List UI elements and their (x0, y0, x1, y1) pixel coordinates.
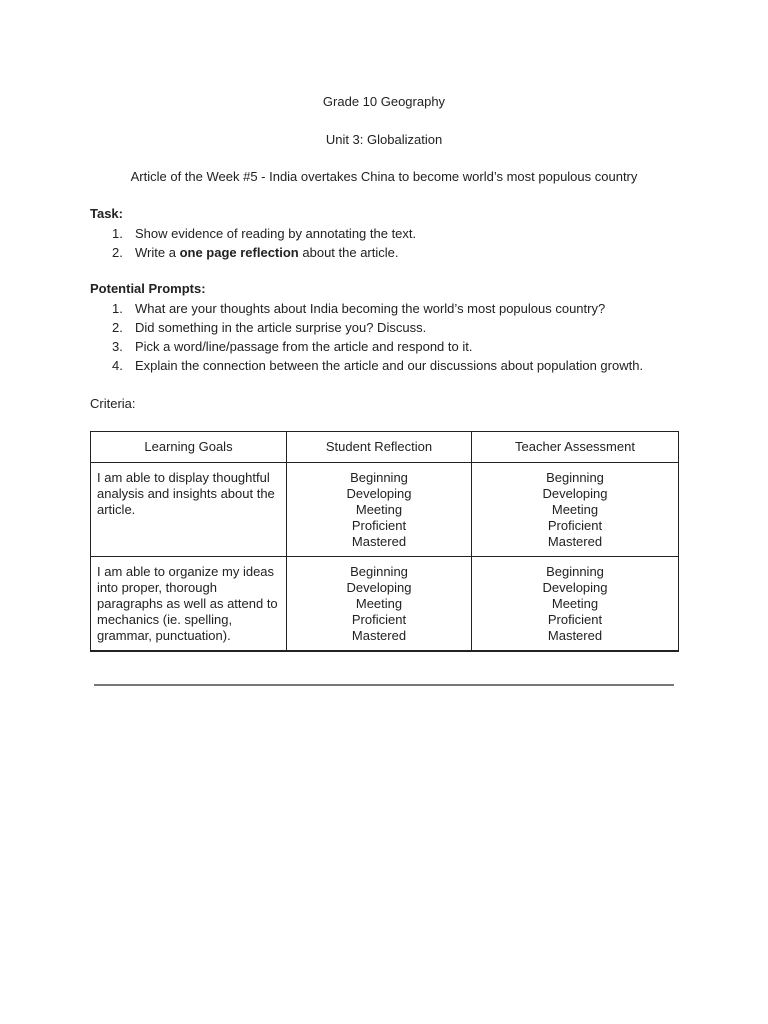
level-developing: Developing (542, 486, 608, 501)
teacher-assessment-levels (471, 557, 678, 652)
task-item (90, 243, 710, 262)
learning-goal-cell: I am able to display thoughtful analysis and insights about the article. (91, 463, 287, 557)
level-proficient: Proficient (351, 612, 407, 627)
task-item (90, 224, 710, 243)
prompt-item-text: Pick a word/line/passage from the article and respond to it. (135, 339, 473, 354)
level-proficient: Proficient (351, 518, 407, 533)
column-header-student-reflection: Student Reflection (287, 432, 472, 463)
task-list (90, 224, 710, 262)
course-title: Grade 10 Geography (322, 94, 446, 109)
horizontal-divider (94, 684, 674, 686)
level-mastered: Mastered (351, 628, 407, 643)
level-mastered: Mastered (351, 534, 407, 549)
level-developing: Developing (542, 580, 608, 595)
prompt-item (90, 318, 710, 337)
task-item-text-before: Write a (135, 245, 180, 260)
task-item-text-after: about the article. (298, 245, 399, 260)
column-header-learning-goals: Learning Goals (91, 432, 287, 463)
level-beginning: Beginning (350, 564, 408, 579)
prompt-item (90, 337, 710, 356)
task-item-number: 1. (112, 226, 123, 241)
prompt-item (90, 356, 710, 375)
level-beginning: Beginning (546, 470, 604, 485)
level-proficient: Proficient (547, 612, 603, 627)
table-header-row (91, 432, 679, 463)
table-row (91, 463, 679, 557)
level-meeting: Meeting (551, 596, 599, 611)
task-item-emphasis: one page reflection (179, 245, 299, 260)
criteria-table (90, 431, 679, 652)
unit-title: Unit 3: Globalization (325, 132, 443, 147)
level-beginning: Beginning (546, 564, 604, 579)
level-developing: Developing (346, 486, 412, 501)
level-beginning: Beginning (350, 470, 408, 485)
table-row (91, 557, 679, 652)
column-header-teacher-assessment: Teacher Assessment (471, 432, 678, 463)
teacher-assessment-levels (471, 463, 678, 557)
level-mastered: Mastered (547, 628, 603, 643)
criteria-label: Criteria: (90, 396, 136, 411)
task-heading: Task: (90, 206, 123, 221)
prompts-list (90, 299, 710, 375)
task-item-text: Show evidence of reading by annotating the text. (135, 226, 417, 241)
level-meeting: Meeting (551, 502, 599, 517)
task-item-number: 2. (112, 245, 123, 260)
prompt-item-text: Explain the connection between the article and our discussions about population growth. (135, 358, 644, 373)
level-meeting: Meeting (355, 596, 403, 611)
level-proficient: Proficient (547, 518, 603, 533)
level-meeting: Meeting (355, 502, 403, 517)
prompt-item-number: 4. (112, 358, 123, 373)
prompt-item-number: 3. (112, 339, 123, 354)
student-reflection-levels (287, 463, 472, 557)
prompt-item (90, 299, 710, 318)
article-title: Article of the Week #5 - India overtakes China to become world’s most populous country (130, 169, 638, 184)
learning-goal-cell: I am able to organize my ideas into proper, thorough paragraphs as well as attend to mechanics (ie. spelling, grammar, punctuation). (91, 557, 287, 652)
prompt-item-number: 2. (112, 320, 123, 335)
student-reflection-levels (287, 557, 472, 652)
level-developing: Developing (346, 580, 412, 595)
level-mastered: Mastered (547, 534, 603, 549)
prompt-item-text: What are your thoughts about India becoming the world’s most populous country? (135, 301, 606, 316)
prompt-item-number: 1. (112, 301, 123, 316)
prompts-heading: Potential Prompts: (90, 281, 206, 296)
prompt-item-text: Did something in the article surprise you? Discuss. (135, 320, 427, 335)
